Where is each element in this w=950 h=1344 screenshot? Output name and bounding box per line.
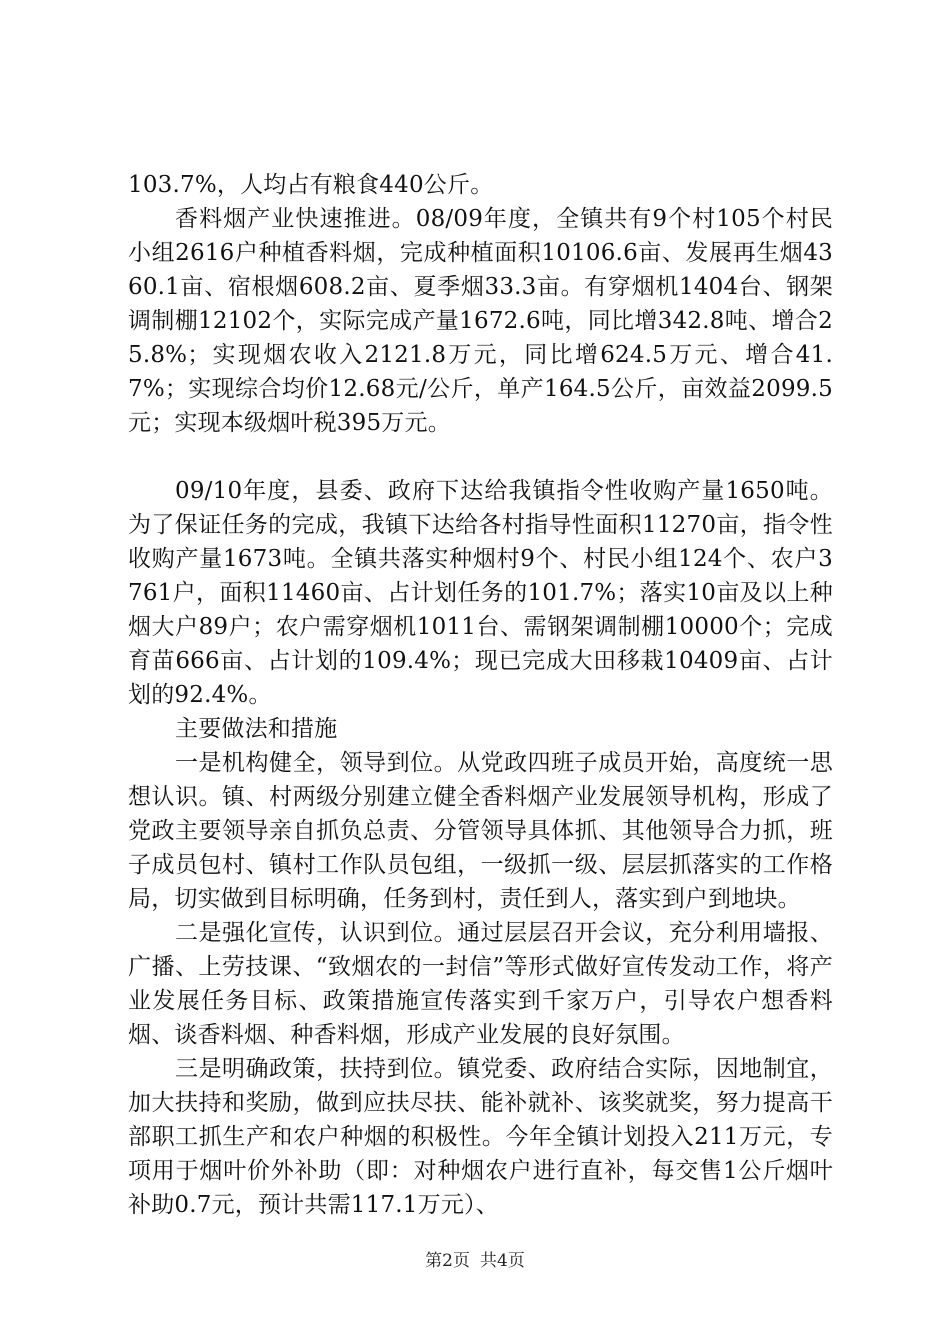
paragraph-measure-2: 二是强化宣传，认识到位。通过层层召开会议，充分利用墙报、广播、上劳技课、“致烟农的一封信”等形式做好宣传发动工作，将产业发展任务目标、政策措施宣传落实到千家万户，引导农户想香料烟、谈香料烟、种香料烟，形成产业发展的良好氛围。 [128,920,833,1048]
paragraph-tobacco-progress: 香料烟产业快速推进。08/09年度，全镇共有9个村105个村民小组2616户种植香料烟，完成种植面积10106.6亩、发展再生烟4360.1亩、宿根烟608.2亩、夏季烟33.3亩。有穿烟机1404台、钢架调制棚12102个，实际完成产量1672.6吨，同比增342.8吨、增合25.8%；实现烟农收入2121.8万元，同比增624.5万元、增合41.7%；实现综合均价12.68元/公斤，单产164.5公斤，亩效益2099.5元；实现本级烟叶税395万元。 [128,206,833,436]
page-footer [0,1246,950,1271]
document-body [128,168,833,1222]
section-heading-measures: 主要做法和措施 [175,716,338,742]
paragraph-0910-season: 09/10年度，县委、政府下达给我镇指令性收购产量1650吨。为了保证任务的完成，我镇下达给各村指导性面积11270亩，指令性收购产量1673吨。全镇共落实种烟村9个、村民小组124个、农户3761户，面积11460亩、占计划任务的101.7%；落实10亩及以上种烟大户89户；农户需穿烟机1011台、需钢架调制棚10000个；完成育苗666亩、占计划的109.4%；现已完成大田移栽10409亩、占计划的92.4%。 [128,478,833,708]
paragraph-measure-1: 一是机构健全，领导到位。从党政四班子成员开始，高度统一思想认识。镇、村两级分别建立健全香料烟产业发展领导机构，形成了党政主要领导亲自抓负总责、分管领导具体抓、其他领导合力抓，班子成员包村、镇村工作队员包组，一级抓一级、层层抓落实的工作格局，切实做到目标明确，任务到村，责任到人，落实到户到地块。 [128,750,833,912]
paragraph-grain-summary: 103.7%，人均占有粮食440公斤。 [128,172,494,198]
page-total: 共4页 [480,1251,525,1271]
page-number: 第2页 [425,1251,470,1271]
paragraph-measure-3: 三是明确政策，扶持到位。镇党委、政府结合实际，因地制宜，加大扶持和奖励，做到应扶尽扶、能补就补、该奖就奖，努力提高干部职工抓生产和农户种烟的积极性。今年全镇计划投入211万元，专项用于烟叶价外补助（即：对种烟农户进行直补，每交售1公斤烟叶补助0.7元，预计共需117.1万元）、 [128,1056,833,1218]
